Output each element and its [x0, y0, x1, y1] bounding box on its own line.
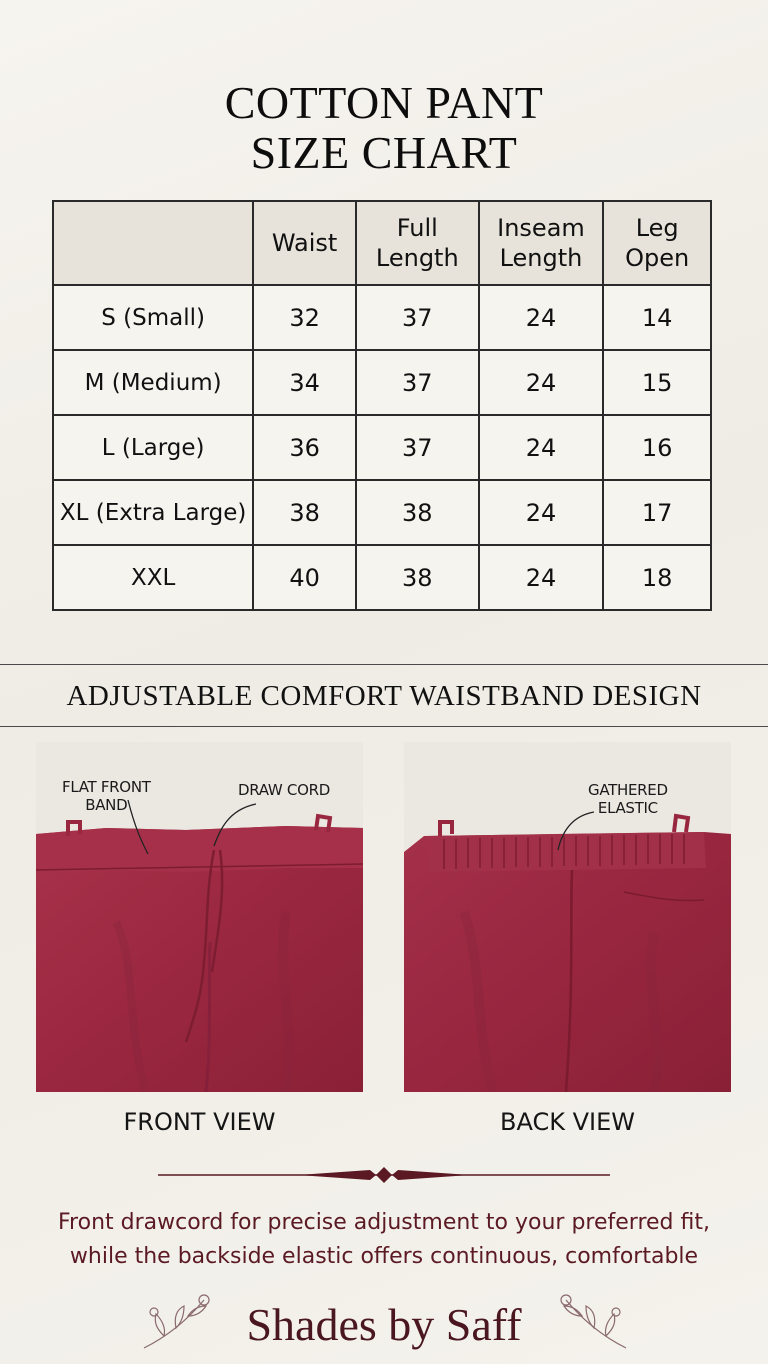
- header-leg-open: Leg Open: [603, 201, 711, 285]
- leg-open-cell: 16: [603, 415, 711, 480]
- page-title: [0, 78, 768, 178]
- section-title: ADJUSTABLE COMFORT WAISTBAND DESIGN: [66, 680, 702, 712]
- brand-name: Shades by Saff: [246, 1299, 522, 1350]
- table-row: [53, 480, 711, 545]
- flat-front-band-callout: FLAT FRONT BAND: [62, 778, 151, 814]
- full-length-cell: 37: [356, 415, 479, 480]
- waist-cell: 32: [253, 285, 356, 350]
- table-row: [53, 545, 711, 610]
- header-full-length: Full Length: [356, 201, 479, 285]
- inseam-cell: 24: [479, 480, 604, 545]
- section-rule-bottom: [0, 726, 768, 727]
- floral-right-icon: [552, 1288, 630, 1352]
- size-cell: XXL: [53, 545, 253, 610]
- full-length-cell: 37: [356, 350, 479, 415]
- leg-open-cell: 15: [603, 350, 711, 415]
- table-row: [53, 350, 711, 415]
- inseam-cell: 24: [479, 285, 604, 350]
- back-view-photo: [404, 742, 731, 1092]
- waist-cell: 34: [253, 350, 356, 415]
- waist-cell: 38: [253, 480, 356, 545]
- front-view-label: FRONT VIEW: [123, 1108, 276, 1136]
- leg-open-cell: 17: [603, 480, 711, 545]
- leg-open-cell: 14: [603, 285, 711, 350]
- gathered-elastic-callout: GATHERED ELASTIC: [588, 781, 668, 817]
- leg-open-cell: 18: [603, 545, 711, 610]
- title-line-2: SIZE CHART: [250, 127, 518, 178]
- table-row: [53, 415, 711, 480]
- title-line-1: COTTON PANT: [224, 77, 544, 128]
- section-rule-top: [0, 664, 768, 665]
- description-line-2: while the backside elastic offers continuous, comfortable: [69, 1244, 699, 1269]
- draw-cord-callout: DRAW CORD: [238, 781, 330, 799]
- description: [0, 1206, 768, 1274]
- inseam-cell: 24: [479, 415, 604, 480]
- inseam-cell: 24: [479, 545, 604, 610]
- inseam-cell: 24: [479, 350, 604, 415]
- size-cell: M (Medium): [53, 350, 253, 415]
- full-length-cell: 37: [356, 285, 479, 350]
- size-cell: S (Small): [53, 285, 253, 350]
- back-pants-illustration: [404, 742, 731, 1092]
- ornamental-divider: [158, 1164, 610, 1186]
- table-header-row: [53, 201, 711, 285]
- header-inseam-length: Inseam Length: [479, 201, 604, 285]
- waist-cell: 36: [253, 415, 356, 480]
- full-length-cell: 38: [356, 545, 479, 610]
- waist-cell: 40: [253, 545, 356, 610]
- header-size: [53, 201, 253, 285]
- size-cell: L (Large): [53, 415, 253, 480]
- full-length-cell: 38: [356, 480, 479, 545]
- back-view-label: BACK VIEW: [500, 1108, 635, 1136]
- size-chart-table: [52, 200, 712, 611]
- header-waist: Waist: [253, 201, 356, 285]
- description-line-1: Front drawcord for precise adjustment to your preferred fit,: [58, 1210, 710, 1235]
- table-row: [53, 285, 711, 350]
- size-cell: XL (Extra Large): [53, 480, 253, 545]
